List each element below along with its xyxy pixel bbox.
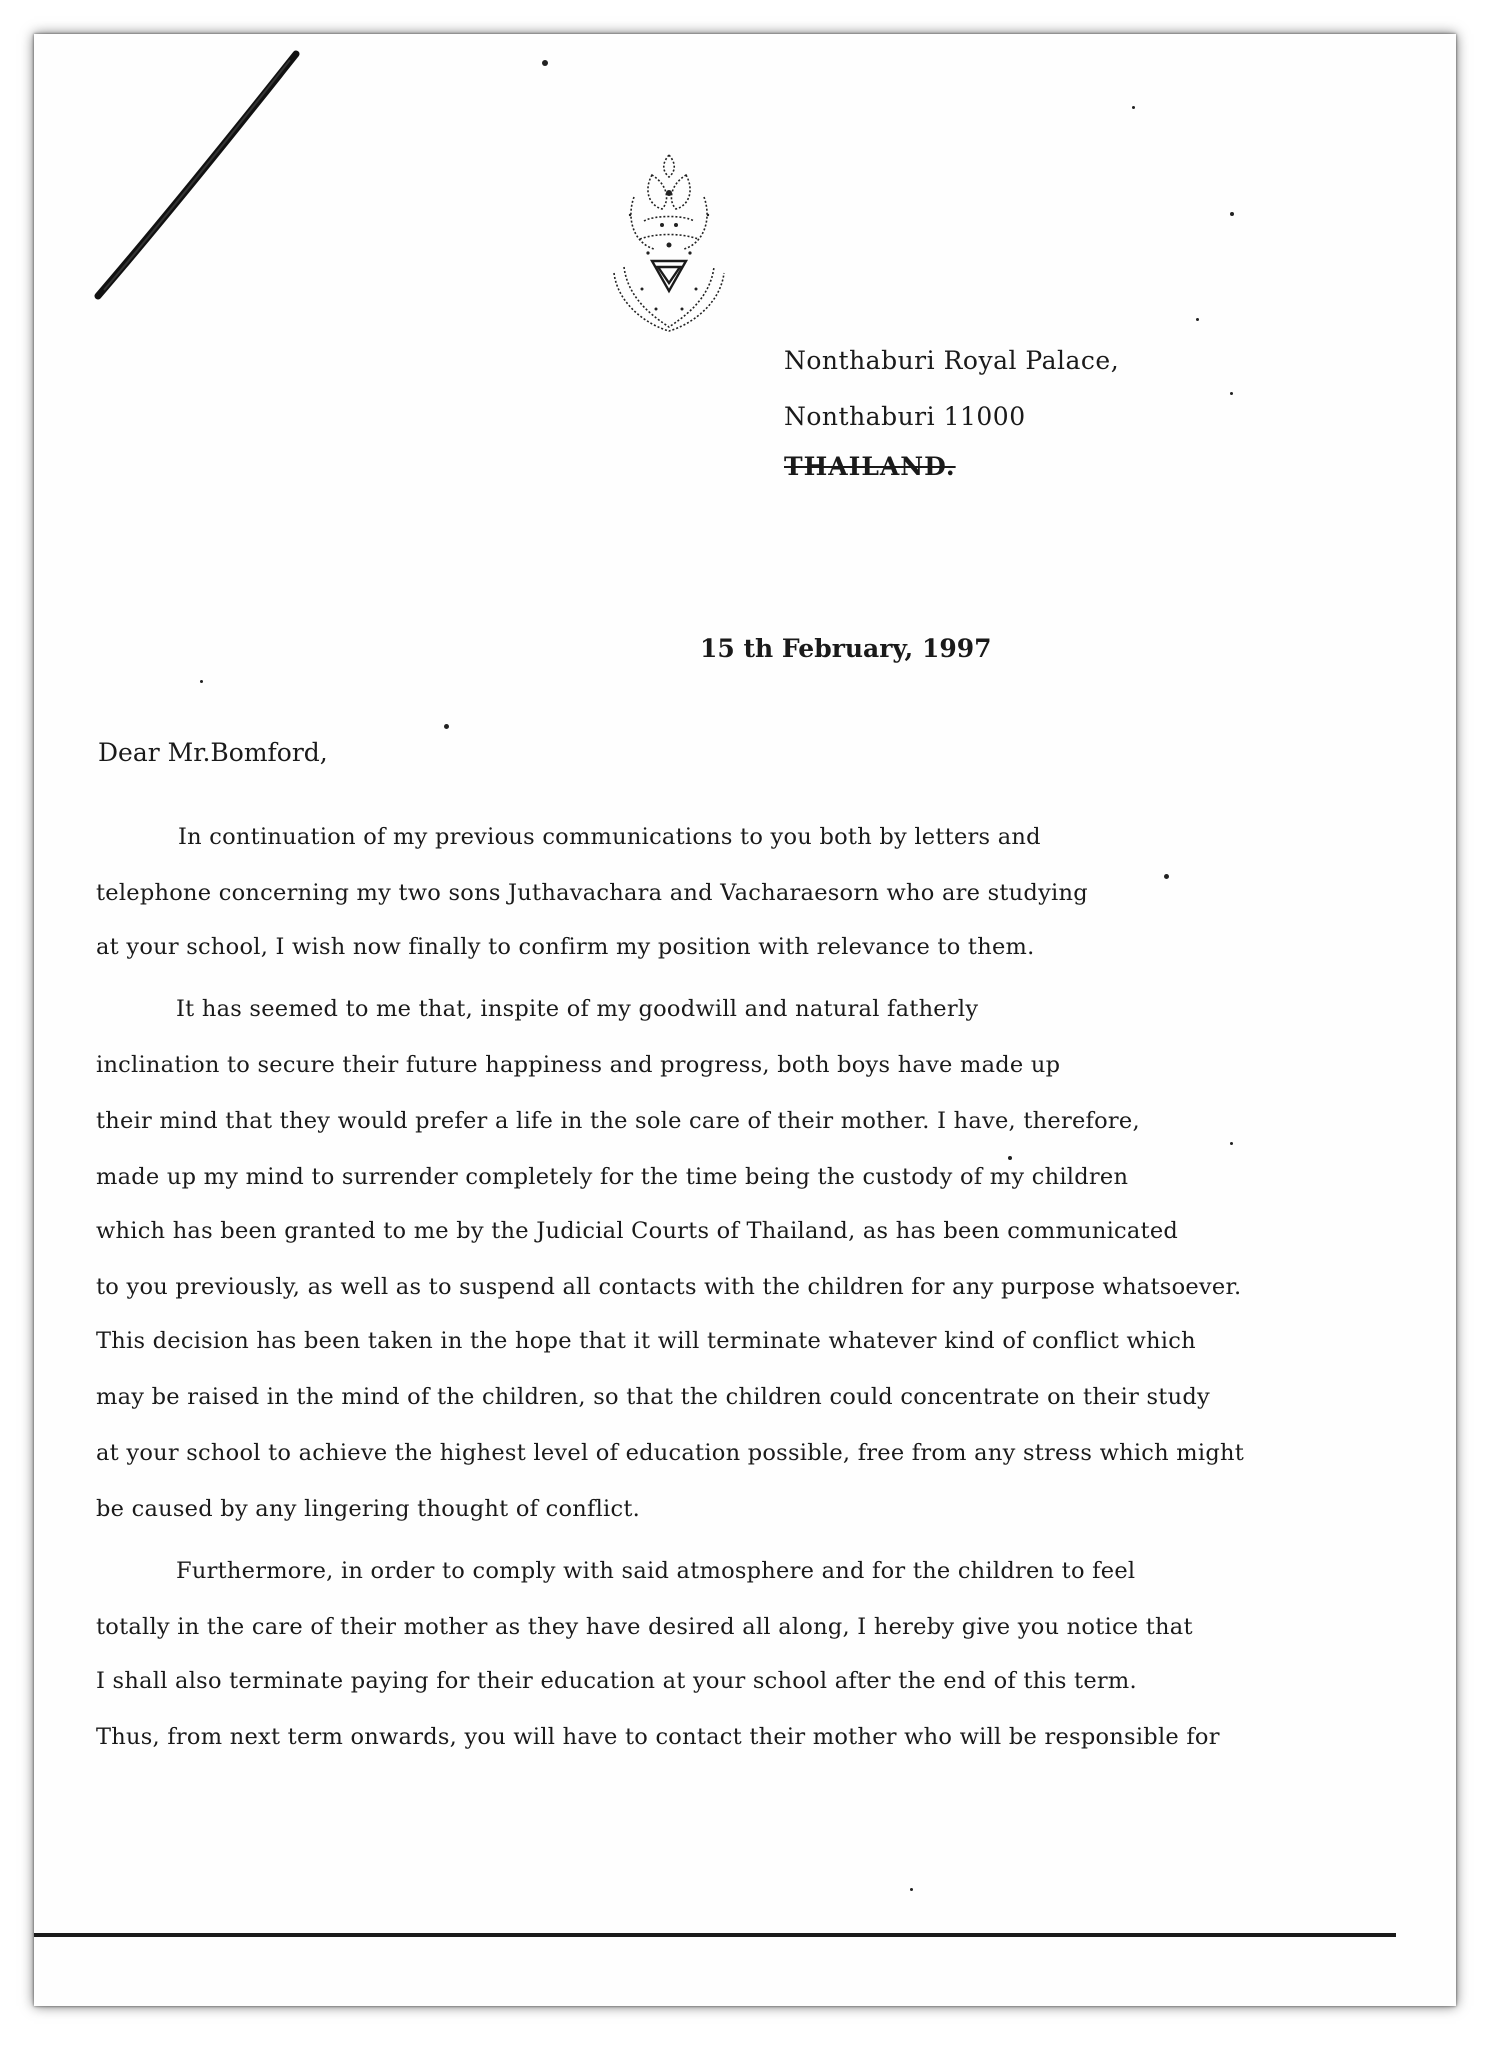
address-country: THAILAND.: [784, 452, 956, 481]
letter-date: 15 th February, 1997: [700, 634, 992, 663]
body-line: made up my mind to surrender completely for the time being the custody of my children: [96, 1164, 1129, 1190]
speck: [542, 60, 548, 66]
body-line: at your school, I wish now finally to confirm my position with relevance to them.: [96, 934, 1035, 960]
body-line: It has seemed to me that, inspite of my goodwill and natural fatherly: [176, 996, 979, 1022]
body-line: which has been granted to me by the Judicial Courts of Thailand, as has been communicated: [96, 1218, 1179, 1244]
speck: [910, 1888, 913, 1891]
body-line: In continuation of my previous communications to you both by letters and: [178, 824, 1041, 850]
body-line: Thus, from next term onwards, you will have to contact their mother who will be responsible for: [96, 1724, 1220, 1750]
speck: [1230, 1142, 1233, 1145]
body-line: may be raised in the mind of the children, so that the children could concentrate on their study: [96, 1384, 1210, 1410]
speck: [1132, 106, 1135, 109]
body-line: at your school to achieve the highest level of education possible, free from any stress which might: [96, 1440, 1245, 1466]
body-line: to you previously, as well as to suspend all contacts with the children for any purpose whatsoever.: [96, 1274, 1242, 1300]
address-line: Nonthaburi Royal Palace,: [784, 346, 1120, 375]
body-line: be caused by any lingering thought of conflict.: [96, 1496, 641, 1522]
salutation: Dear Mr.Bomford,: [98, 738, 328, 767]
letter-page: [34, 34, 1456, 2006]
speck: [1230, 392, 1233, 395]
body-line: their mind that they would prefer a life in the sole care of their mother. I have, therefore,: [96, 1108, 1140, 1134]
speck: [444, 724, 449, 729]
body-line: I shall also terminate paying for their education at your school after the end of this term.: [96, 1668, 1137, 1694]
body-line: Furthermore, in order to comply with said atmosphere and for the children to feel: [176, 1558, 1136, 1584]
speck: [1164, 874, 1169, 879]
body-line: inclination to secure their future happiness and progress, both boys have made up: [96, 1052, 1061, 1078]
speck: [1230, 212, 1234, 216]
page-bottom-rule: [34, 1933, 1396, 1937]
body-line: telephone concerning my two sons Juthavachara and Vacharaesorn who are studying: [96, 880, 1088, 906]
speck: [1008, 1156, 1012, 1160]
address-line: Nonthaburi 11000: [784, 402, 1026, 431]
speck: [200, 680, 203, 683]
body-line: totally in the care of their mother as they have desired all along, I hereby give you notice that: [96, 1614, 1193, 1640]
speck: [1196, 318, 1199, 321]
pen-stroke-mark: [64, 46, 304, 306]
body-line: This decision has been taken in the hope that it will terminate whatever kind of conflict which: [96, 1328, 1196, 1354]
royal-crest-emblem: [604, 149, 734, 334]
